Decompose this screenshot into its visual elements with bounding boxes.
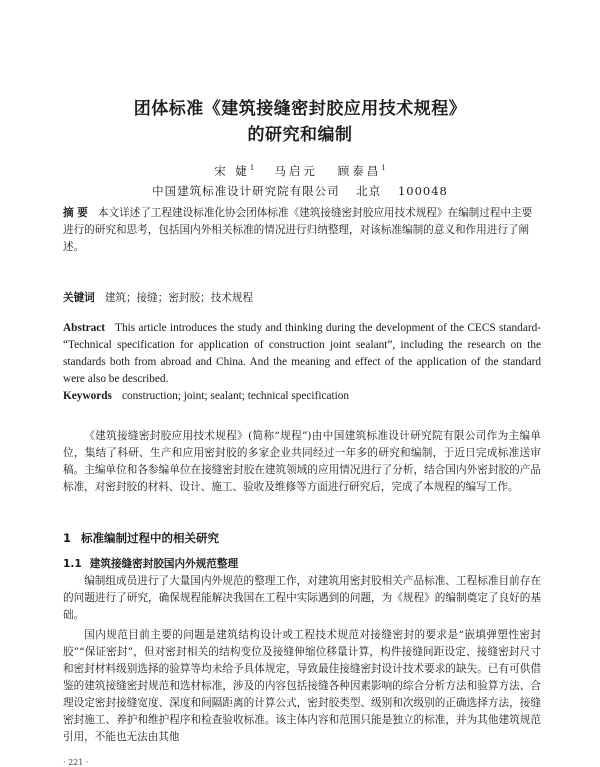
page-number: · 221 · [63,758,89,767]
abstract-en [63,320,541,388]
keywords-cn-label: 关键词 [63,292,95,304]
body-paragraph-intro: 《建筑接缝密封胶应用技术规程》(简称“规程”)由中国建筑标准设计研究院有限公司作为主编单位，集结了科研、生产和应用密封胶的多家企业共同经过一年多的研究和编制，于近日完成标准送审稿。主编单位和各参编单位在接缝密封胶在建筑领域的应用情况进行了分析，结合国内外密封胶的产品标准，对密封胶的材料、设计、施工、验收及维修等方面进行研究后，完成了本规程的编写工作。 [63,430,541,493]
abstract-en-text: This article introduces the study and thinking during the development of the CECS standard- “Technical specification for application of construction joint sealant”, including the research on the standards both from abroad and China. And the meaning and effect of the application of the standard were also be described. [63,322,541,385]
author-name: 宋 婕 [214,164,250,178]
affiliation-city: 北京 [356,184,382,198]
subsection-number: 1.1 [63,558,82,570]
abstract-cn-label: 摘 要 [63,207,88,219]
author-list [0,163,600,179]
author-name: 马启元 [274,164,318,178]
abstract-en-label: Abstract [63,322,106,334]
abstract-cn-text: 本文详述了工程建设标准化协会团体标准《建筑接缝密封胶应用技术规程》在编制过程中主要进行的研究和思考，包括国内外相关标准的情况进行归纳整理，对该标准编制的意义和作用进行了阐述。 [63,207,533,253]
section-heading-1 [63,530,219,546]
author-affiliation-mark: 1 [249,164,255,173]
keywords-en-label: Keywords [63,390,112,402]
paper-title-line1: 团体标准《建筑接缝密封胶应用技术规程》 [133,99,467,119]
author-affiliation-mark: 1 [381,164,386,173]
affiliation-org: 中国建筑标准设计研究院有限公司 [152,184,340,198]
section-title: 标准编制过程中的相关研究 [81,531,220,545]
body-paragraph: 编制组成员进行了大量国内外规范的整理工作，对建筑用密封胶相关产品标准、工程标准目前存在的问题进行了研究，确保规程能解决我国在工程中实际遇到的问题，为《规程》的编制奠定了良好的基础。 [63,575,541,621]
section-number: 1 [63,531,72,545]
author-name: 顾泰昌 [337,164,382,178]
subsection-heading-1-1 [63,556,238,571]
keywords-cn [63,290,541,307]
keywords-en [63,388,541,405]
keywords-en-text: construction; joint; sealant; technical specification [121,390,350,402]
affiliation-postcode: 100048 [397,184,448,198]
subsection-title: 建筑接缝密封胶国内外规范整理 [89,558,239,570]
keywords-cn-text: 建筑；接缝；密封胶；技术规程 [104,292,254,304]
body-paragraph: 国内规范目前主要的问题是建筑结构设计或工程技术规范对接缝密封的要求是“嵌填弹塑性密封胶”“保证密封”，但对密封相关的结构变位及接缝伸缩位移量计算，构件接缝间距设定、接缝密封尺寸和密封材料级别选择的验算等均未给予具体规定，导致最佳接缝密封设计技术要求的缺失。已有可供借鉴的建筑接缝密封规范和选材标准，涉及的内容包括接缝各种因素影响的综合分析方法和验算方法、合理设定密封接缝宽度、深度和间隔距离的计算公式，密封胶类型、级别和次级别的正确选择方法，接缝密封施工、养护和维护程序和检查验收标准。该主体内容和范围只能是独立的标准，并为其他建筑规范引用，不能也无法由其他 [63,629,541,743]
paper-title-line2: 的研究和编制 [247,125,353,145]
abstract-cn [63,205,541,256]
affiliation [0,183,600,199]
